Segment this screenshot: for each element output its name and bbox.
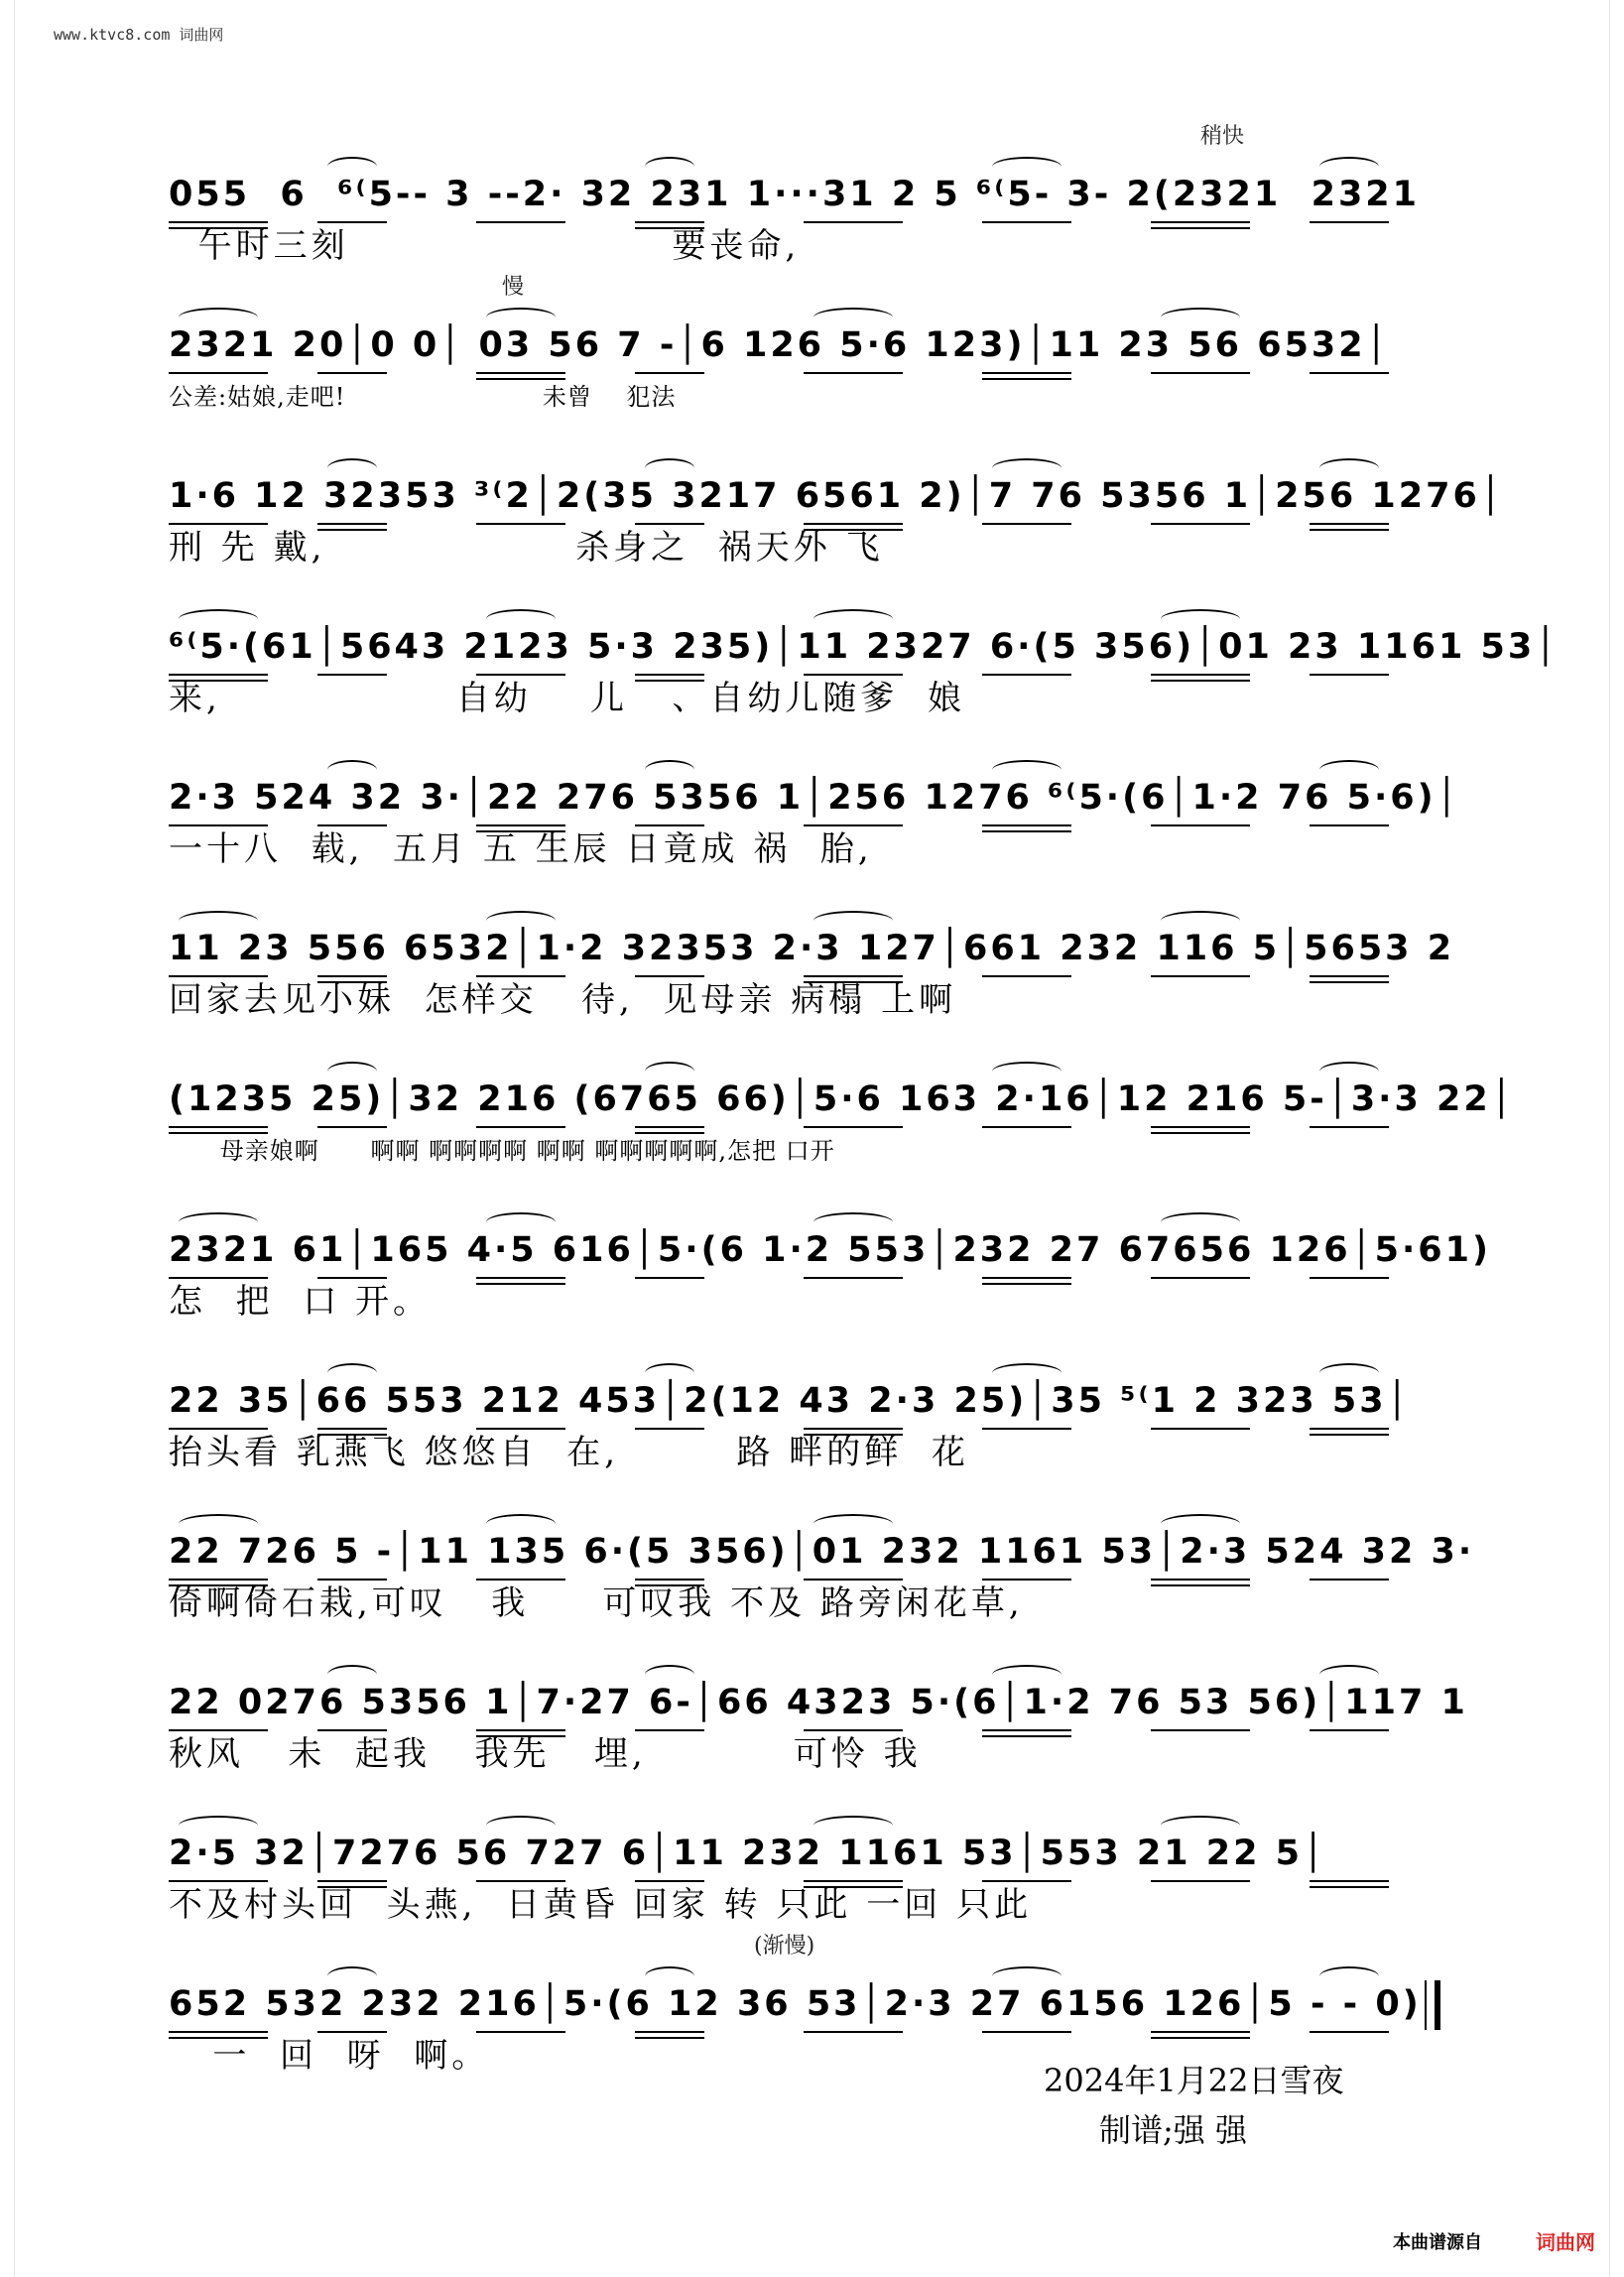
rhythm-underline [1151,1126,1250,1128]
rhythm-underline [982,1880,1071,1882]
rhythm-underline [804,1729,903,1731]
rhythm-underline [476,1579,565,1581]
slur [486,609,556,629]
rhythm-underline [317,221,387,223]
lyrics-line: 秋风 未 起我 我先 埋, 可怜 我 [169,1734,922,1774]
rhythm-underline [1310,372,1389,374]
rhythm-underline [1310,824,1389,826]
slur [1319,1062,1379,1081]
score-system [169,722,1460,873]
lyrics-line: 午时三刻 要丧命, [169,226,801,266]
rhythm-underline [169,1729,268,1731]
lyrics-line: 一 回 呀 啊。 [169,2036,490,2076]
slur [1161,1816,1240,1835]
lyrics-line: 公差:姑娘,走吧! 未曾 犯法 [169,383,677,411]
slur [327,1665,377,1685]
rhythm-underline [1151,221,1250,223]
rhythm-underline [1151,975,1250,977]
rhythm-underline [635,523,704,525]
slur [327,1966,377,1986]
rhythm-underline [804,523,903,525]
rhythm-underline [169,221,268,223]
rhythm-underline [635,221,704,223]
slur [486,1212,556,1232]
lyrics-line: 回家去见小妹 怎样交 待, 见母亲 病榻 上啊 [169,980,957,1020]
lyrics-line: 刑 先 戴, 杀身之 祸天外 飞 [169,528,884,568]
rhythm-underline [635,372,704,374]
slur [992,1062,1062,1081]
rhythm-underline [982,523,1071,525]
rhythm-underline [635,1880,704,1882]
rhythm-underline [804,1880,903,1882]
rhythm-underline [1151,1428,1250,1430]
tempo-annotation: (渐慢) [754,1934,815,1959]
rhythm-underline [804,1428,903,1430]
slur [992,1665,1062,1685]
notation-line: 22 35│66 553 212 453│2(12 43 2·3 25)│35 ⁵⁽1 2 323 53│ [169,1375,1448,1427]
slur [486,1816,556,1835]
notation-line: 055 6 ⁶⁽5-- 3 --2· 32 231 1···31 2 5 ⁶⁽5- 3- 2(2321 2321 [169,169,1448,220]
notation-line: 22 726 5 -│11 135 6·(5 356)│01 232 1161 53│2·3 524 32 3· [169,1526,1448,1578]
rhythm-underline [169,372,268,374]
rhythm-underline [317,1579,387,1581]
lyrics-line: 一十八 载, 五月 五 生辰 日竟成 祸 胎, [169,829,873,869]
rhythm-underline [1310,1729,1389,1731]
notation-line: ⁶⁽5·(61│5643 2123 5·3 235)│11 2327 6·(5 356)│01 23 1161 53│ [169,621,1448,673]
rhythm-underline [1310,1880,1389,1882]
rhythm-underline [635,1277,704,1279]
slur [813,308,893,327]
slur [645,1363,694,1383]
rhythm-underline [1151,2031,1250,2033]
slur [179,609,258,629]
rhythm-underline [317,1428,387,1430]
rhythm-underline [982,221,1071,223]
rhythm-underline [982,975,1071,977]
notation-line: 1·6 12 32353 ³⁽2│2(35 3217 6561 2)│7 76 5356 1│256 1276│ [169,470,1448,522]
slur [1319,1363,1379,1383]
slur [645,458,694,478]
rhythm-underline [1151,1880,1250,1882]
rhythm-underline [982,372,1071,374]
final-barline-thin [1425,1980,1427,2030]
slur [813,1212,893,1232]
rhythm-underline [1151,674,1250,676]
rhythm-underline [169,674,268,676]
slur [327,458,377,478]
slur [992,1363,1062,1383]
rhythm-underline [635,1126,704,1128]
rhythm-underline [476,1729,565,1731]
rhythm-underline [317,2031,387,2033]
rhythm-underline [317,523,387,525]
rhythm-underline [476,1126,565,1128]
rhythm-underline [1310,2031,1389,2033]
slur [813,1816,893,1835]
slur [992,1966,1062,1986]
right-watermark-strip [1609,0,1624,2277]
slur [179,911,258,931]
rhythm-underline [982,1579,1071,1581]
notation-line: (1235 25)│32 216 (6765 66)│5·6 163 2·16│12 216 5-│3·3 22│ [169,1074,1448,1125]
notation-line: 652 532 232 216│5·(6 12 36 53│2·3 27 6156 126│5 - - 0) [169,1978,1448,2030]
rhythm-underline [635,1579,704,1581]
slur [992,157,1062,177]
rhythm-underline [476,1428,565,1430]
rhythm-underline [982,1729,1071,1731]
rhythm-underline [169,2031,268,2033]
slur [486,308,556,327]
score-system [169,270,1448,421]
slur [1161,911,1240,931]
rhythm-underline [1310,1277,1389,1279]
tempo-annotation: 慢 [502,275,525,300]
footer-maker: 制谱;强 强 [1099,2111,1247,2149]
rhythm-underline [169,1126,268,1128]
rhythm-underline [1151,824,1250,826]
rhythm-underline [169,975,268,977]
slur [179,1212,258,1232]
score-system [169,1778,1448,1929]
tempo-annotation: 稍快 [1200,124,1245,149]
rhythm-underline [1310,523,1389,525]
notation-line: 22 0276 5356 1│7·27 6-│66 4323 5·(6│1·2 76 53 56)│117 1 [169,1677,1448,1728]
slur [1161,1212,1240,1232]
rhythm-underline [982,824,1071,826]
rhythm-underline [317,674,387,676]
slur [179,308,258,327]
final-barline-thick [1435,1980,1440,2030]
rhythm-underline [804,2031,903,2033]
notation-line: 2·5 32│7276 56 727 6│11 232 1161 53│553 21 22 5│ [169,1828,1448,1879]
rhythm-underline [804,824,903,826]
score-system [169,1326,1448,1476]
notation-line: 11 23 556 6532│1·2 32353 2·3 127│661 232 116 5│5653 2 [169,923,1448,974]
score-system [169,1627,1468,1778]
rhythm-underline [804,975,903,977]
rhythm-underline [635,1428,704,1430]
rhythm-underline [982,674,1071,676]
rhythm-underline [1151,1579,1250,1581]
rhythm-underline [317,372,387,374]
lyrics-line: 来, 自幼 儿 、自幼儿随爹 娘 [169,679,965,718]
slur [486,911,556,931]
rhythm-underline [317,975,387,977]
score-system [169,571,1560,722]
lyrics-line: 倚啊倚石栽,可叹 我 可叹我 不及 路旁闲花草, [169,1583,1024,1623]
score-system [169,421,1504,571]
lyrics-line: 母亲娘啊 啊啊 啊啊啊啊 啊啊 啊啊啊啊啊,怎把 口开 [169,1137,835,1165]
lyrics-line: 怎 把 口 开。 [169,1282,432,1322]
rhythm-underline [169,824,268,826]
rhythm-underline [982,1126,1071,1128]
rhythm-underline [317,1729,387,1731]
score-system [169,1476,1475,1627]
score-system [169,1024,1515,1175]
site-header: www.ktvc8.com 词曲网 [54,26,224,44]
notation-line: 2321 61│165 4·5 616│5·(6 1·2 553│232 27 67656 126│5·61) [169,1224,1448,1276]
rhythm-underline [476,372,565,374]
slur [1161,609,1240,629]
slur [1319,458,1379,478]
footer-date: 2024年1月22日雪夜 [1044,2062,1344,2099]
rhythm-underline [476,221,565,223]
slur [1319,1966,1379,1986]
rhythm-underline [635,2031,704,2033]
rhythm-underline [317,824,387,826]
rhythm-underline [1151,523,1250,525]
rhythm-underline [169,1277,268,1279]
rhythm-underline [804,1579,903,1581]
rhythm-underline [635,824,704,826]
slur [486,1514,556,1534]
rhythm-underline [804,1126,903,1128]
slur [645,157,694,177]
rhythm-underline [982,1277,1071,1279]
rhythm-underline [476,1277,565,1279]
rhythm-underline [1151,1277,1250,1279]
score-system [169,1175,1492,1326]
rhythm-underline [804,1277,903,1279]
rhythm-underline [1310,1579,1389,1581]
rhythm-underline [982,2031,1071,2033]
corner-brand: 词曲网 [1536,2230,1595,2254]
slur [992,760,1062,780]
rhythm-underline [982,1428,1071,1430]
rhythm-underline [1310,1428,1389,1430]
slur [813,609,893,629]
rhythm-underline [476,1880,565,1882]
score-system [169,119,1448,270]
rhythm-underline [1151,372,1250,374]
rhythm-underline [1310,1126,1389,1128]
corner-source: 本曲谱源自 [1393,2232,1482,2253]
slur [645,1665,694,1685]
rhythm-underline [317,1126,387,1128]
notation-line: 2321 20│0 0│ 03 56 7 -│6 126 5·6 123)│11 23 56 6532│ [169,319,1448,371]
slur [1161,1514,1240,1534]
rhythm-underline [1310,221,1389,223]
rhythm-underline [169,523,268,525]
rhythm-underline [476,2031,565,2033]
rhythm-underline [1310,975,1389,977]
slur [1319,1665,1379,1685]
rhythm-underline [169,1880,268,1882]
rhythm-underline [804,674,903,676]
rhythm-underline [317,1277,387,1279]
slur [327,1363,377,1383]
slur [813,1514,893,1534]
rhythm-underline [317,1880,387,1882]
lyrics-line: 抬头看 乳燕飞 悠悠自 在, 路 畔的鲜 花 [169,1433,969,1472]
rhythm-underline [169,1428,268,1430]
rhythm-underline [804,372,903,374]
rhythm-underline [1310,674,1389,676]
slur [813,911,893,931]
slur [645,760,694,780]
slur [327,157,377,177]
slur [1319,760,1379,780]
slur [179,1514,258,1534]
slur [1161,308,1240,327]
rhythm-underline [476,824,565,826]
lyrics-line: 不及村头回 头燕, 日黄昏 回家 转 只此 一回 只此 [169,1885,1033,1925]
rhythm-underline [476,975,565,977]
score-system [169,873,1455,1024]
slur [645,1062,694,1081]
rhythm-underline [1151,1729,1250,1731]
score [169,119,1560,2080]
slur [179,1816,258,1835]
rhythm-underline [476,523,565,525]
rhythm-underline [635,674,704,676]
left-watermark-strip [0,0,15,2277]
rhythm-underline [169,1579,268,1581]
slur [992,458,1062,478]
rhythm-underline [635,975,704,977]
rhythm-underline [804,221,903,223]
slur [1319,157,1379,177]
slur [327,760,377,780]
rhythm-underline [635,1729,704,1731]
slur [645,1966,694,1986]
rhythm-underline [476,674,565,676]
notation-line: 2·3 524 32 3·│22 276 5356 1│256 1276 ⁶⁽5·(6│1·2 76 5·6)│ [169,772,1448,823]
slur [327,1062,377,1081]
